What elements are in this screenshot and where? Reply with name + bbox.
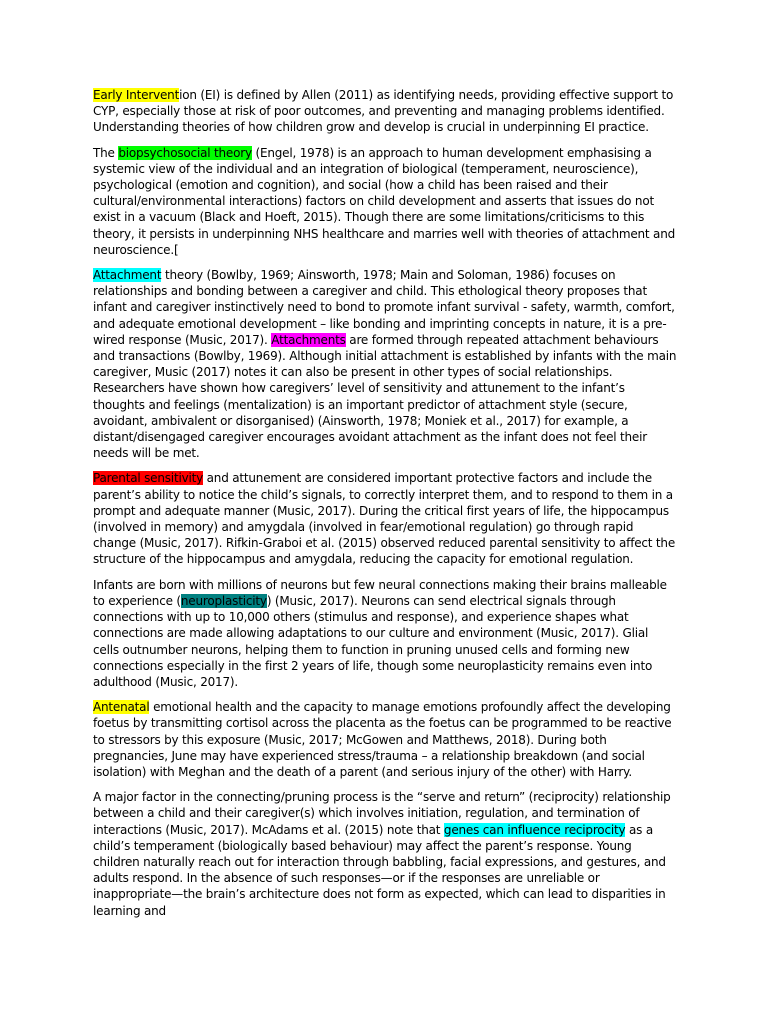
paragraph-text: and attunement are considered important protective factors and include the parent’s ability to notice the child’s signals, to correctly interpret them, and to respond to them in a prompt and adequate manner (Music, 2017). During the critical first years of life, the hippocampus (involved in memory) and amygdala (involved in fear/emotional regulation) go through rapid change (Music, 2017). Rifkin-Graboi et al. (2015) observed reduced parental sensitivity to affect the structure of the hippocampus and amygdala, reducing the capacity for emotional regulation.: [93, 471, 676, 567]
paragraph-text: A major factor in the connecting/pruning process is the “serve and return” (reciprocity) relationship between a child and their caregiver(s) which involves initiation, regulation, and termination of interactions (Music, 2017). McAdams et al. (2015) note that: [93, 790, 671, 837]
paragraph-text: are formed through repeated attachment behaviours and transactions (Bowlby, 1969). Although initial attachment is established by infants with the main caregiver, Music (2017) notes it can also be present in other types of social relationships. Researchers have shown how caregivers’ level of sensitivity and attunement to the infant’s thoughts and feelings (mentalization) is an important predictor of attachment style (secure, avoidant, ambivalent or disorganised) (Ainsworth, 1978; Moniek et al., 2017) for example, a distant/disengaged caregiver encourages avoidant attachment as the infant does not feel their needs will be met.: [93, 332, 677, 461]
paragraph-text: emotional health and the capacity to manage emotions profoundly affect the developing foetus by transmitting cortisol across the placenta as the foetus can be programmed to be reactive to stressors by this exposure (Music, 2017; McGowen and Matthews, 2018). During both pregnancies, June may have experienced stress/trauma – a relationship breakdown (and social isolation) with Meghan and the death of a parent (and serious injury of the other) with Harry.: [93, 700, 672, 779]
highlighted-term: neuroplasticity: [180, 593, 267, 608]
paragraph-attachment: [93, 267, 677, 461]
highlighted-term: Attachments: [271, 332, 346, 347]
paragraph-serve-and-return: [93, 789, 677, 919]
paragraph-text: ion (EI) is defined by Allen (2011) as identifying needs, providing effective support to CYP, especially those at risk of poor outcomes, and preventing and managing problems identified. Understanding theories of how children grow and develop is crucial in underpinning EI practice.: [93, 88, 674, 135]
paragraph-text: as a child’s temperament (biologically based behaviour) may affect the parent’s response. Young children naturally reach out for interaction through babbling, facial expressions, and gestures, and adults respond. In the absence of such responses—or if the responses are unreliable or inappropriate—the brain’s architecture does not form as expected, which can lead to disparities in learning and: [93, 822, 666, 918]
highlighted-term: genes can influence reciprocity: [443, 822, 626, 837]
highlighted-term: biopsychosocial theory: [118, 145, 252, 160]
paragraph-text: Infants are born with millions of neurons but few neural connections making their brains malleable to experience (: [93, 577, 667, 608]
paragraph-text: The: [93, 145, 119, 160]
paragraph-neuroplasticity: [93, 577, 677, 690]
highlighted-term: Early Intervent: [93, 88, 180, 102]
highlighted-term: Attachment: [93, 268, 162, 283]
highlighted-term: Antenatal: [93, 700, 150, 715]
document-page: [93, 87, 677, 928]
paragraph-text: ) (Music, 2017). Neurons can send electrical signals through connections with up to 10,000 others (stimulus and response), and experience shapes what connections are made allowing adaptations to our culture and environment (Music, 2017). Glial cells outnumber neurons, helping them to function in pruning unused cells and forming new connections especially in the first 2 years of life, though some neuroplasticity remains even into adulthood (Music, 2017).: [93, 593, 653, 689]
paragraph-parental-sensitivity: [93, 470, 677, 567]
paragraph-text: theory (Bowlby, 1969; Ainsworth, 1978; Main and Soloman, 1986) focuses on relationships and bonding between a caregiver and child. This ethological theory proposes that infant and caregiver instinctively need to bond to promote infant survival - safety, warmth, comfort, and adequate emotional development – like bonding and imprinting concepts in nature, it is a pre-wired response (Music, 2017).: [93, 268, 675, 347]
paragraph-antenatal: [93, 699, 677, 780]
paragraph-early-intervention: [93, 87, 677, 136]
paragraph-text: (Engel, 1978) is an approach to human development emphasising a systemic view of the individual and an integration of biological (temperament, neuroscience), psychological (emotion and cognition), and social (how a child has been raised and their cultural/environmental interactions) factors on child development and asserts that issues do not exist in a vacuum (Black and Hoeft, 2015). Though there are some limitations/criticisms to this theory, it persists in underpinning NHS healthcare and marries well with theories of attachment and neuroscience.[: [93, 145, 676, 257]
paragraph-biopsychosocial: [93, 145, 677, 258]
highlighted-term: Parental sensitivity: [93, 471, 204, 486]
